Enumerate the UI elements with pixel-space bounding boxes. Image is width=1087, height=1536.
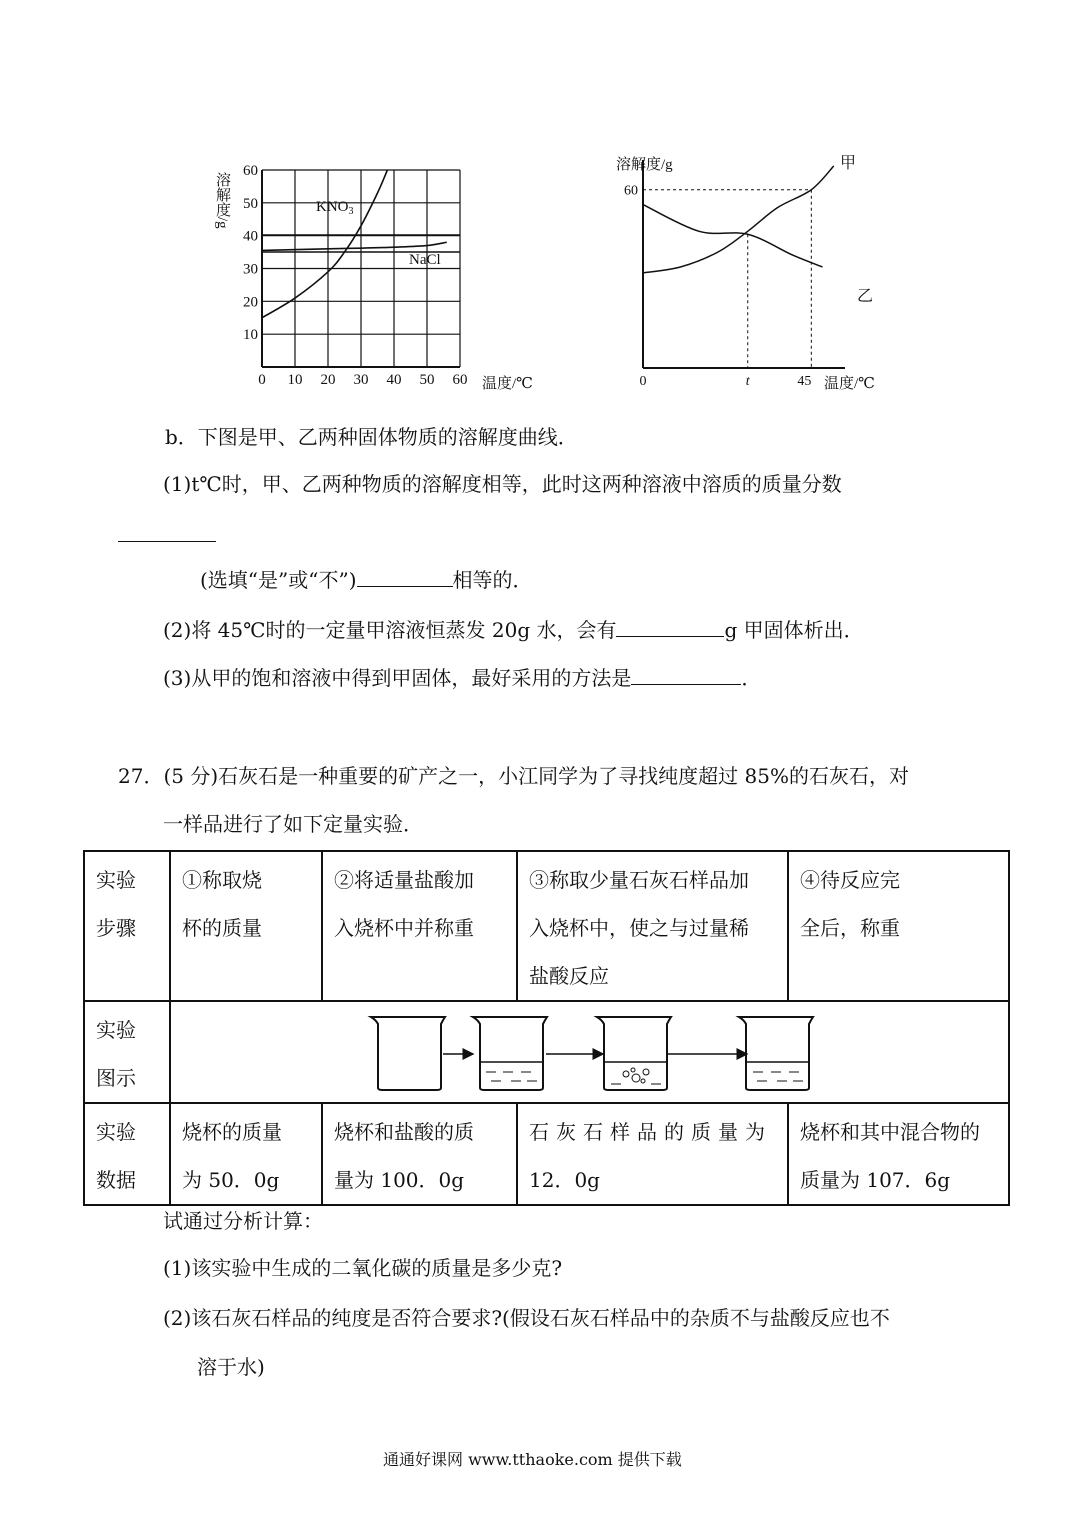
- page-footer: 通通好课网 www.tthaoke.com 提供下载: [383, 1450, 682, 1469]
- grid: [262, 170, 460, 367]
- figure-cell: [170, 1001, 1009, 1103]
- answer-blank-q1b[interactable]: [357, 568, 453, 587]
- cell-line: 杯的质量: [182, 916, 262, 940]
- answer-blank-q3[interactable]: [631, 666, 741, 685]
- question-27-q2-line2: 溶于水): [197, 1355, 265, 1379]
- head-line: 实验: [96, 1120, 136, 1144]
- cell-line: 质量为 107．6g: [800, 1168, 951, 1192]
- x-tick-label: 40: [386, 372, 402, 388]
- q1-tail: 相等的．: [452, 568, 533, 592]
- cell-line: 盐酸反应: [529, 964, 609, 988]
- question-b-intro: b．下图是甲、乙两种固体物质的溶解度曲线．: [165, 425, 578, 449]
- y-tick-label: 20: [243, 294, 258, 311]
- x-axis-label-2: 温度/℃: [824, 376, 875, 392]
- question-27-q1: (1)该实验中生成的二氧化碳的质量是多少克?: [163, 1256, 563, 1280]
- data-cell-1: [170, 1103, 322, 1205]
- question-b-q1-line1: (1)t℃时，甲、乙两种物质的溶解度相等，此时这两种溶液中溶质的质量分数: [163, 472, 842, 496]
- x-tick-label: 30: [353, 372, 369, 388]
- cell-line: ④待反应完: [800, 868, 900, 892]
- y-tick-label: 30: [243, 261, 258, 278]
- y-tick-label: 10: [243, 327, 258, 344]
- x-tick-label: 10: [287, 372, 303, 388]
- series-label-jia: 甲: [840, 155, 857, 172]
- head-line: 数据: [96, 1168, 136, 1192]
- question-b-q3: [163, 666, 761, 690]
- cell-line: 为 50．0g: [182, 1168, 280, 1192]
- question-b-q1-line2: [200, 568, 533, 592]
- y-tick-label: 50: [243, 195, 258, 212]
- y-axis-label-2: 溶解度/g: [616, 157, 673, 173]
- question-b-q2: [163, 618, 864, 642]
- question-27-line2: 一样品进行了如下定量实验．: [163, 812, 423, 836]
- x-axis-label-1: 温度/℃: [482, 376, 533, 392]
- head-line: 图示: [96, 1066, 136, 1090]
- tick-labels: [624, 184, 811, 389]
- y-tick-label: 60: [624, 183, 638, 199]
- step-cell-2: [322, 851, 517, 1001]
- x-tick-label: 20: [320, 372, 336, 388]
- series: [643, 166, 834, 273]
- series-label-kno3: $KNO_3$: [316, 199, 354, 217]
- head-line: 步骤: [96, 916, 136, 940]
- cell-line: 量为 100．0g: [334, 1168, 465, 1192]
- head-line: 实验: [96, 1018, 136, 1042]
- x-tick-label: 60: [452, 372, 468, 388]
- beaker-after-reaction: [739, 1017, 813, 1090]
- step-cell-1: [170, 851, 322, 1001]
- beaker-diagram: [171, 1002, 1003, 1098]
- q1-choice-text: (选填“是”或“不”): [200, 568, 357, 592]
- cell-line: 烧杯和盐酸的质: [334, 1120, 474, 1144]
- q2-text: (2)将 45℃时的一定量甲溶液恒蒸发 20g 水，会有: [163, 618, 617, 642]
- series-label-yi: 乙: [857, 288, 874, 305]
- chart-jia-yi: [600, 150, 900, 395]
- y-axis-label-1: 溶解度/g: [214, 172, 230, 229]
- experiment-table: [83, 850, 1010, 1206]
- tick-labels: [243, 163, 468, 388]
- series-line-nacl: [262, 242, 447, 250]
- question-27-q2-line1: (2)该石灰石样品的纯度是否符合要求?(假设石灰石样品中的杂质不与盐酸反应也不: [163, 1306, 890, 1330]
- question-27-line1: 27．(5 分)石灰石是一种重要的矿产之一，小江同学为了寻找纯度超过 85%的石灰石，对: [118, 764, 909, 788]
- beaker-with-acid: [473, 1017, 547, 1090]
- series-label-nacl: NaCl: [409, 252, 441, 268]
- cell-line: 烧杯和其中混合物的: [800, 1120, 980, 1144]
- cell-line: ①称取烧: [182, 868, 262, 892]
- q3-text: (3)从甲的饱和溶液中得到甲固体，最好采用的方法是: [163, 666, 632, 690]
- beaker-reacting: [597, 1017, 671, 1090]
- cell-line: 入烧杯中，使之与过量稀: [529, 916, 749, 940]
- y-tick-label: 60: [243, 163, 258, 179]
- step-cell-3: [517, 851, 788, 1001]
- step-cell-4: [788, 851, 1009, 1001]
- row-head-steps: [84, 851, 170, 1001]
- series-line-yi: [643, 205, 823, 267]
- cell-line: 入烧杯中并称重: [334, 916, 474, 940]
- x-tick-label: 45: [797, 374, 812, 389]
- x-tick-label: 0: [258, 372, 266, 388]
- data-cell-4: [788, 1103, 1009, 1205]
- table-row-steps: [84, 851, 1009, 1001]
- q2-tail: g 甲固体析出．: [724, 618, 864, 642]
- analysis-prompt: 试通过分析计算：: [163, 1209, 323, 1233]
- cell-line: ③称取少量石灰石样品加: [529, 868, 749, 892]
- y-tick-label: 40: [243, 228, 258, 245]
- x-tick-label-t: t: [745, 374, 750, 389]
- cell-line: ②将适量盐酸加: [334, 868, 474, 892]
- x-tick-label: 50: [419, 372, 435, 388]
- data-cell-3: [517, 1103, 788, 1205]
- chart-kno3-nacl: [200, 150, 545, 395]
- cell-line: 12．0g: [529, 1168, 600, 1192]
- row-head-figure: [84, 1001, 170, 1103]
- head-line: 实验: [96, 868, 136, 892]
- x-tick-label: 0: [639, 374, 647, 389]
- answer-blank-q1a[interactable]: [118, 541, 216, 542]
- data-cell-2: [322, 1103, 517, 1205]
- q3-tail: ．: [741, 666, 762, 690]
- guide-lines: [643, 190, 811, 368]
- series-line-kno3: [262, 170, 387, 318]
- answer-blank-q2[interactable]: [616, 618, 724, 637]
- table-row-figure: [84, 1001, 1009, 1103]
- table-row-data: [84, 1103, 1009, 1205]
- cell-line: 全后，称重: [800, 916, 900, 940]
- series: [262, 170, 447, 318]
- cell-line: 石灰石样品的质量为: [529, 1120, 772, 1144]
- cell-line: 烧杯的质量: [182, 1120, 282, 1144]
- beaker-empty: [371, 1017, 445, 1090]
- row-head-data: [84, 1103, 170, 1205]
